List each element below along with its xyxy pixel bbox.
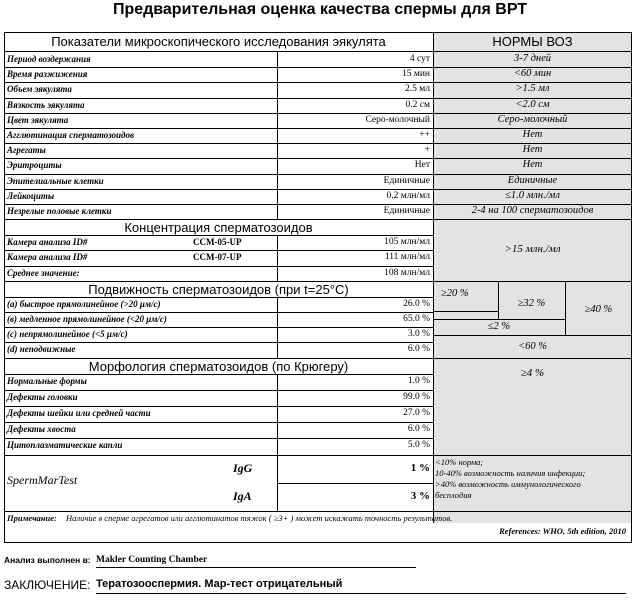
smt-iga-value: 3 % (410, 489, 430, 502)
motility-row-label: (в) медленное прямолинейное (<20 μм/с) (7, 314, 167, 324)
micro-row-label: Время разжижения (7, 69, 88, 80)
conc-row-value: 108 млн/мл (384, 267, 430, 278)
conclusion-underline (96, 593, 626, 594)
rule (277, 374, 278, 390)
micro-row-label: Вязкость эякулята (7, 99, 85, 110)
rule (4, 511, 632, 512)
micro-row-value: + (424, 145, 430, 156)
micro-row-label: Незрелые половые клетки (7, 206, 112, 216)
section-header-morph: Морфология сперматозоидов (по Крюгеру) (88, 358, 349, 374)
note-text: Наличие в сперме агрегатов или агглютинатов тяжок ( ≥3+ ) может искажать точность результатов. (66, 512, 453, 523)
micro-row-label: Агрегаты (7, 145, 46, 156)
micro-row-norm: Единичные (507, 174, 558, 186)
rule (277, 143, 278, 158)
morph-row-label: Цитоплазматические капли (7, 440, 123, 451)
micro-row-label: Агглютинация сперматозоидов (7, 130, 134, 140)
rule (277, 390, 278, 406)
motility-row-label: (c) непрямолинейное (<5 μм/с) (7, 329, 128, 340)
micro-row-label: Объем эякулята (7, 84, 72, 95)
morph-row-label: Дефекты шейки или средней части (7, 408, 151, 418)
analysis-underline (96, 567, 416, 568)
analysis-value: Makler Counting Chamber (96, 555, 208, 565)
micro-row-value: Серо-молочный (365, 114, 430, 125)
conc-row-value: 111 млн/мл (384, 252, 430, 263)
morph-row-value: 99.0 % (403, 391, 430, 402)
rule (433, 311, 498, 312)
rule (433, 455, 632, 456)
morph-row-value: 27.0 % (403, 408, 430, 418)
micro-row-label: Эритроциты (7, 160, 62, 171)
micro-row-norm: Серо-молочный (497, 113, 568, 125)
conc-row-value: 105 млн/мл (384, 237, 430, 248)
rule (277, 98, 278, 113)
conc-norm: >15 млн./мл (504, 243, 561, 256)
rule (277, 422, 278, 438)
morph-row-value: 6.0 % (407, 424, 430, 435)
micro-row-label: Лейкоциты (7, 190, 55, 201)
micro-row-value: 0.2 млн/мл (386, 190, 430, 201)
motility-norm-abc: ≥40 % (584, 303, 613, 315)
morph-norm: ≥4 % (520, 366, 545, 379)
morph-row-label: Дефекты хвоста (7, 424, 76, 435)
rule (277, 189, 278, 204)
micro-row-value: 4 сут (409, 54, 430, 64)
conc-row-label: Камера анализа ID# (7, 252, 88, 263)
rule (277, 204, 278, 219)
motility-norm-c: ≤2 % (487, 320, 511, 332)
micro-row-value: Нет (414, 160, 430, 171)
micro-row-label: Эпителиальные клетки (7, 175, 104, 186)
smt-igg-label: IgG (233, 460, 253, 475)
rule (277, 82, 278, 97)
rule (433, 358, 632, 359)
micro-row-norm: Нет (522, 159, 543, 171)
rule (277, 250, 278, 265)
micro-row-label: Период воздержания (7, 54, 91, 64)
micro-row-norm: ≤1.0 млн./мл (505, 189, 560, 201)
morph-row-label: Нормальные формы (7, 375, 87, 386)
micro-row-value: 15 мин (401, 69, 430, 80)
smt-norm-line2: 10-40% возможность наличия инфекции; (435, 467, 586, 478)
micro-row-norm: Нет (522, 129, 543, 140)
rule (277, 128, 278, 143)
smt-iga-label: IgA (233, 488, 252, 503)
smt-norm-line3: >40% возможность иммунологического (435, 478, 581, 489)
rule (277, 312, 278, 327)
micro-row-value: Единичные (383, 206, 430, 216)
motility-row-value: 65.0 % (403, 314, 430, 324)
rule (4, 455, 433, 456)
micro-row-value: 0.2 см (405, 99, 430, 110)
references: References: WHO, 5th edition, 2010 (499, 525, 626, 536)
conc-row-label: Камера анализа ID# (7, 237, 88, 248)
rule (277, 297, 278, 312)
rule (277, 438, 278, 454)
micro-row-norm: Нет (522, 144, 543, 156)
note-prefix: Примечание: (7, 512, 57, 523)
page-title: Предварительная оценка качества спермы для ВРТ (112, 1, 528, 18)
rule (277, 52, 278, 67)
section-header-motility: Подвижность сперматозоидов (при t=25°C) (88, 281, 349, 297)
smt-norm-line1: <10% норма; (435, 456, 484, 467)
motility-norm-a: ≥20 % (441, 287, 469, 299)
motility-norm-ab: ≥32 % (517, 297, 546, 309)
section-header-norms: НОРМЫ ВОЗ (492, 34, 573, 49)
rule (277, 67, 278, 82)
section-header-conc: Концентрация сперматозоидов (124, 220, 313, 236)
rule (277, 342, 278, 357)
conc-row-label: Среднее значение: (7, 267, 80, 278)
micro-row-norm: <60 мин (513, 68, 552, 80)
smt-igg-value: 1 % (410, 461, 430, 474)
morph-row-value: 1.0 % (407, 375, 430, 386)
smt-norm-line4: бесплодия (435, 489, 472, 500)
rule (277, 174, 278, 189)
rule (433, 281, 632, 282)
micro-row-norm: 2-4 на 100 сперматозоидов (471, 205, 594, 216)
rule (277, 235, 278, 250)
rule (277, 483, 433, 484)
motility-row-label: (a) быстрое прямолинейное (>20 μм/с) (7, 298, 161, 309)
micro-row-value: 2.5 мл (404, 84, 430, 95)
rule (277, 327, 278, 342)
morph-row-label: Дефекты головки (7, 391, 78, 402)
conc-row-device: CCM-05-UP (193, 237, 242, 248)
micro-row-value: Единичные (383, 175, 430, 186)
rule (277, 113, 278, 128)
rule (277, 266, 278, 281)
micro-row-norm: 3-7 дней (513, 53, 552, 64)
conclusion-label: ЗАКЛЮЧЕНИЕ: (4, 578, 91, 592)
motility-row-label: (d) неподвижные (7, 344, 76, 355)
micro-row-label: Цвет эякулята (7, 114, 69, 125)
motility-row-value: 26.0 % (403, 298, 430, 309)
micro-row-norm: >1.5 мл (515, 83, 550, 95)
section-header-micro: Показатели микроскопического исследования эякулята (51, 34, 386, 49)
motility-row-value: 6.0 % (407, 344, 430, 355)
smt-label: SpermMarTest (7, 472, 78, 487)
morph-row-value: 5.0 % (407, 440, 430, 451)
analysis-label: Анализ выполнен в: (4, 555, 91, 565)
conc-row-device (190, 266, 270, 281)
rule (277, 406, 278, 422)
motility-norm-d: <60 % (518, 340, 547, 352)
rule (277, 158, 278, 173)
micro-row-value: ++ (419, 130, 430, 140)
conclusion-value: Тератозооспермия. Мар-тест отрицательный (96, 578, 343, 590)
conc-row-device: CCM-07-UP (193, 252, 242, 263)
micro-row-norm: <2.0 см (515, 98, 550, 110)
motility-row-value: 3.0 % (407, 329, 430, 340)
